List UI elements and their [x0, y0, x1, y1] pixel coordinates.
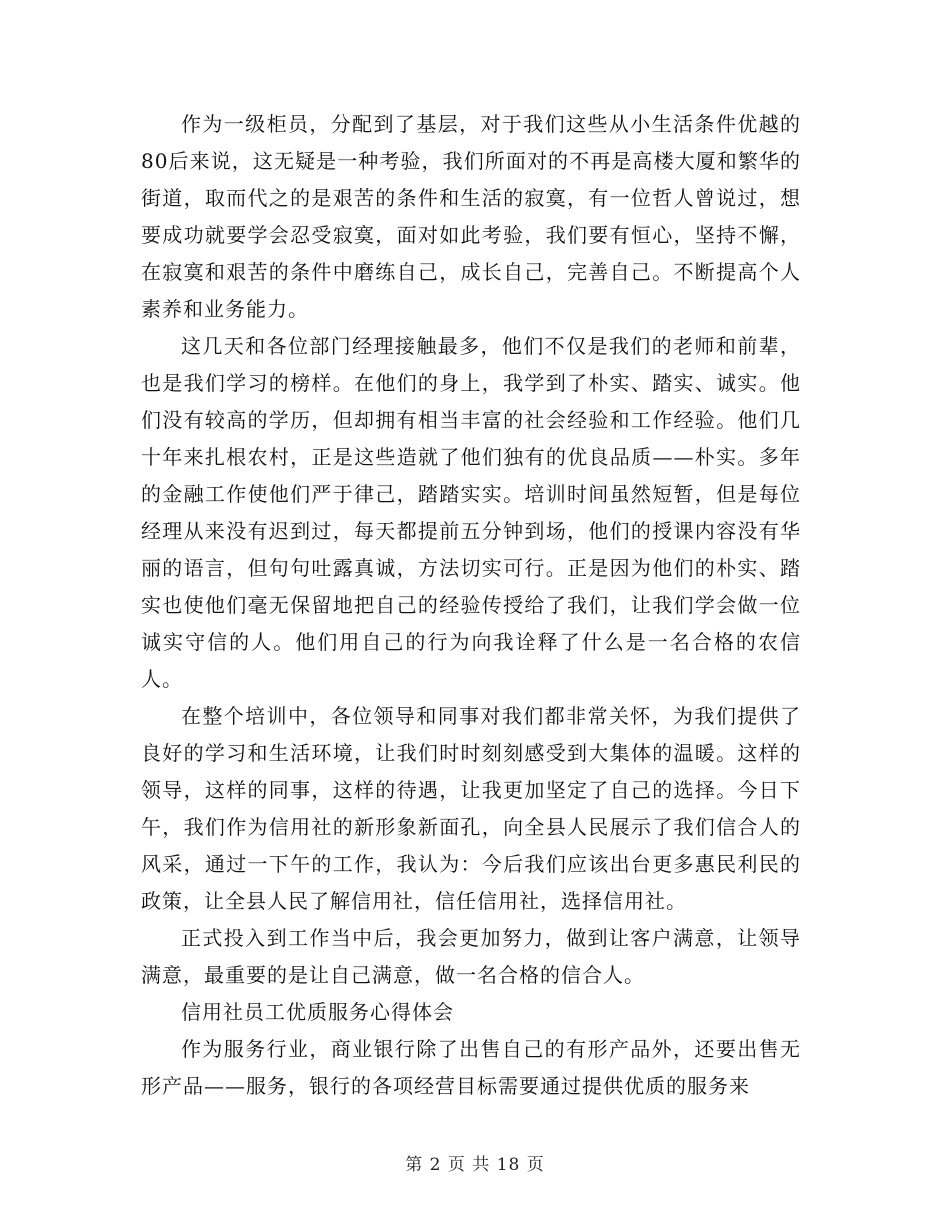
paragraph-1: 作为一级柜员，分配到了基层，对于我们这些从小生活条件优越的80后来说，这无疑是一种考验，我们所面对的不再是高楼大厦和繁华的街道，取而代之的是艰苦的条件和生活的寂寞，有一位哲人曾说过，想要成功就要学会忍受寂寞，面对如此考验，我们要有恒心，坚持不懈，在寂寞和艰苦的条件中磨练自己，成长自己，完善自己。不断提高个人素养和业务能力。 [141, 112, 801, 321]
paragraph-3: 在整个培训中，各位领导和同事对我们都非常关怀，为我们提供了良好的学习和生活环境，让我们时时刻刻感受到大集体的温暖。这样的领导，这样的同事，这样的待遇，让我更加坚定了自己的选择。今日下午，我们作为信用社的新形象新面孔，向全县人民展示了我们信合人的风采，通过一下午的工作，我认为：今后我们应该出台更多惠民利民的政策，让全县人民了解信用社，信任信用社，选择信用社。 [141, 704, 801, 913]
paragraph-2: 这几天和各位部门经理接触最多，他们不仅是我们的老师和前辈，也是我们学习的榜样。在他们的身上，我学到了朴实、踏实、诚实。他们没有较高的学历，但却拥有相当丰富的社会经验和工作经验。他们几十年来扎根农村，正是这些造就了他们独有的优良品质——朴实。多年的金融工作使他们严于律己，踏踏实实。培训时间虽然短暂，但是每位经理从来没有迟到过，每天都提前五分钟到场，他们的授课内容没有华丽的语言，但句句吐露真诚，方法切实可行。正是因为他们的朴实、踏实也使他们毫无保留地把自己的经验传授给了我们，让我们学会做一位诚实守信的人。他们用自己的行为向我诠释了什么是一名合格的农信人。 [141, 334, 801, 691]
footer-prefix: 第 [405, 1155, 424, 1175]
footer-middle: 页 共 [447, 1155, 491, 1175]
page-footer [0, 1150, 950, 1175]
paragraph-4: 正式投入到工作当中后，我会更加努力，做到让客户满意，让领导满意，最重要的是让自己满意，做一名合格的信合人。 [141, 926, 801, 987]
document-body [141, 106, 801, 1105]
footer-current-page: 2 [429, 1155, 442, 1175]
footer-total-pages: 18 [496, 1155, 521, 1175]
section-heading: 信用社员工优质服务心得体会 [181, 1000, 454, 1024]
footer-suffix: 页 [526, 1155, 545, 1175]
paragraph-5: 作为服务行业，商业银行除了出售自己的有形产品外，还要出售无形产品——服务，银行的各项经营目标需要通过提供优质的服务来 [141, 1037, 801, 1098]
